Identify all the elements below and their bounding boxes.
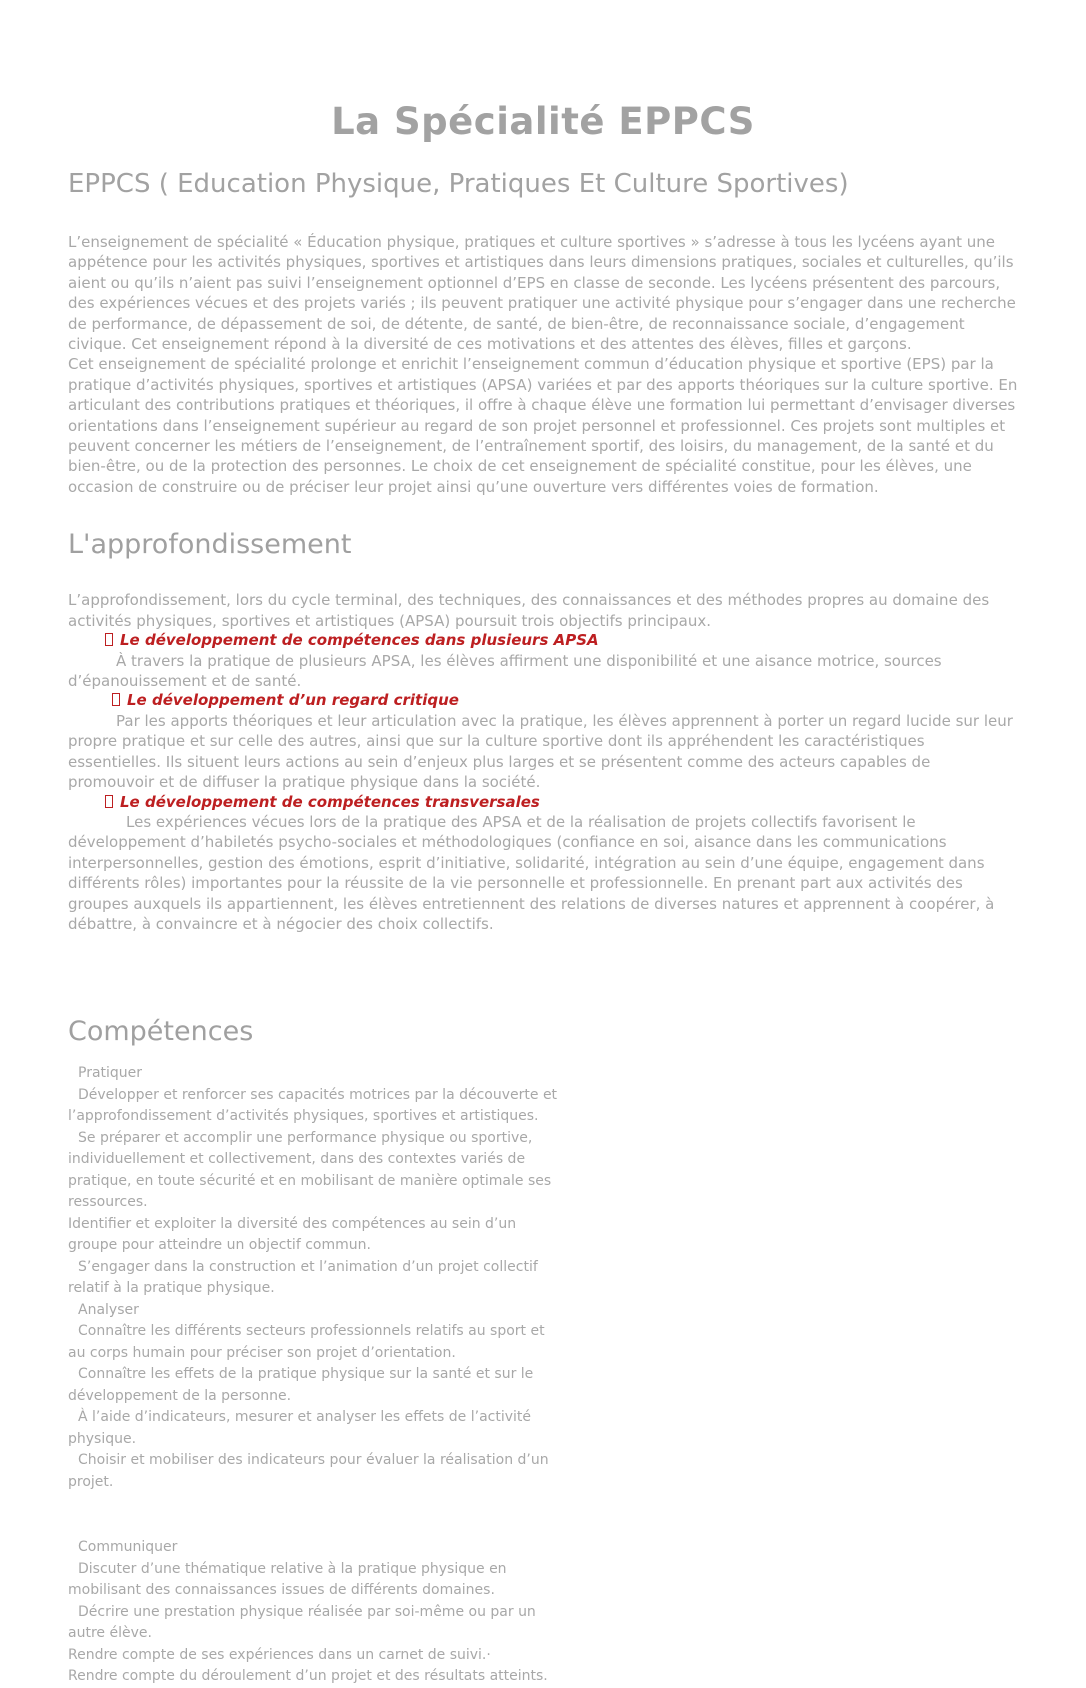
page-subtitle: EPPCS ( Education Physique, Pratiques Et Culture Sportives) — [68, 169, 849, 199]
competence-item: Rendre compte du déroulement d’un projet et des résultats atteints. — [68, 1668, 548, 1685]
bullet-title-label: Le développement de compétences transversales — [120, 792, 540, 811]
document-page — [0, 100, 1086, 1688]
competence-item: Décrire une prestation physique réalisée par soi-même ou par un autre élève. — [68, 1603, 536, 1642]
competence-item: S’engager dans la construction et l’animation d’un projet collectif relatif à la pratique physique. — [68, 1258, 538, 1297]
competence-item: Se préparer et accomplir une performance physique ou sportive, individuellement et collectivement, dans des contextes variés de pratique, en toute sécurité et en mobilisant de manière optimale ses ressources. — [68, 1129, 552, 1211]
competence-item: Identifier et exploiter la diversité des compétences au sein d’un groupe pour atteindre un objectif commun. — [68, 1215, 517, 1254]
competence-item: Développer et renforcer ses capacités motrices par la découverte et l’approfondissement d’activités physiques, sportives et artistiques. — [68, 1086, 558, 1125]
bullet-title-competences-apsa — [68, 631, 1018, 651]
bullet-body-competences-transversales: Les expériences vécues lors de la pratique des APSA et de la réalisation de projets collectifs favorisent le développement d’habiletés psycho-sociales et méthodologiques (confiance en soi, aisance dans les communications interpersonnelles, gestion des émotions, esprit d’initiative, solidarité, intégration au sein d’une équipe, engagement dans différents rôles) importantes pour la réussite de la vie personnelle et professionnelle. En prenant part aux activités des groupes auxquels ils appartiennent, les élèves entretiennent des relations de diverses natures et apprennent à coopérer, à débattre, à convaincre et à négocier des choix collectifs. — [68, 813, 995, 934]
competence-item: Connaître les effets de la pratique physique sur la santé et sur le développement de la personne. — [68, 1366, 534, 1404]
bullet-body-competences-apsa: À travers la pratique de plusieurs APSA, les élèves affirment une disponibilité et une aisance motrice, sources d’épanouissement et de santé. — [68, 651, 942, 690]
section-heading-approfondissement: L'approfondissement — [68, 529, 352, 561]
bullet-box-icon — [105, 633, 113, 646]
bullet-body-regard-critique: Par les apports théoriques et leur articulation avec la pratique, les élèves apprennent à porter un regard lucide sur leur propre pratique et sur celle des autres, ainsi que sur la culture sportive dont ils appréhendent les caractéristiques essentielles. Ils situent leurs actions au sein d’enjeux plus larges et se présentent comme des acteurs capables de promouvoir et de diffuser la pratique physique dans la société. — [68, 711, 1013, 792]
competence-group-label-analyser: Analyser — [78, 1301, 139, 1318]
competence-item: Connaître les différents secteurs professionnels relatifs au sport et au corps humain pour préciser son projet d’orientation. — [68, 1323, 545, 1361]
competence-item: Rendre compte de ses expériences dans un carnet de suivi.· — [68, 1646, 491, 1663]
competence-item: Discuter d’une thématique relative à la pratique physique en mobilisant des connaissances issues de différents domaines. — [68, 1560, 507, 1599]
section-heading-competences: Compétences — [68, 1016, 254, 1048]
competence-item: À l’aide d’indicateurs, mesurer et analyser les effets de l’activité physique. — [68, 1409, 531, 1447]
page-title: La Spécialité EPPCS — [331, 100, 755, 143]
bullet-title-label: Le développement de compétences dans plusieurs APSA — [120, 631, 599, 650]
bullet-box-icon — [112, 693, 120, 706]
competences-list — [68, 1063, 560, 1688]
intro-paragraph-2: Cet enseignement de spécialité prolonge et enrichit l’enseignement commun d’éducation physique et sportive (EPS) par la pratique d’activités physiques, sportives et artistiques (APSA) variées et par des apports théoriques sur la culture sportive. En articulant des contributions pratiques et théoriques, il offre à chaque élève une formation lui permettant d’envisager diverses orientations dans l’enseignement supérieur au regard de son projet personnel et professionnel. Ces projets sont multiples et peuvent concerner les métiers de l’enseignement, de l’entraînement sportif, des loisirs, du management, de la santé et du bien-être, ou de la protection des personnes. Le choix de cet enseignement de spécialité constitue, pour les élèves, une occasion de construire ou de préciser leur projet ainsi qu’une ouverture vers différentes voies de formation. — [68, 355, 1018, 496]
approfondissement-intro: L’approfondissement, lors du cycle terminal, des techniques, des connaissances et des méthodes propres au domaine des activités physiques, sportives et artistiques (APSA) poursuit trois objectifs principaux. — [68, 591, 990, 630]
competence-group-label-communiquer: Communiquer — [78, 1539, 178, 1556]
intro-section — [68, 232, 1018, 497]
bullet-title-label: Le développement d’un regard critique — [127, 691, 459, 710]
bullet-box-icon — [105, 795, 113, 808]
competence-group-label-pratiquer: Pratiquer — [78, 1065, 143, 1082]
intro-paragraph-1: L’enseignement de spécialité « Éducation physique, pratiques et culture sportives » s’adresse à tous les lycéens ayant une appétence pour les activités physiques, sportives et artistiques dans leurs dimensions pratiques, sociales et culturelles, qu’ils aient ou qu’ils n’aient pas suivi l’enseignement optionnel d’EPS en classe de seconde. Les lycéens présentent des parcours, des expériences vécues et des projets variés ; ils peuvent pratiquer une activité physique pour s’engager dans une recherche de performance, de dépassement de soi, de détente, de santé, de bien-être, de reconnaissance sociale, d’engagement civique. Cet enseignement répond à la diversité de ces motivations et des attentes des élèves, filles et garçons. — [68, 233, 1016, 354]
bullet-title-competences-transversales — [68, 793, 1018, 813]
bullet-title-regard-critique — [68, 691, 1018, 711]
competence-item: Choisir et mobiliser des indicateurs pour évaluer la réalisation d’un projet. — [68, 1452, 549, 1490]
